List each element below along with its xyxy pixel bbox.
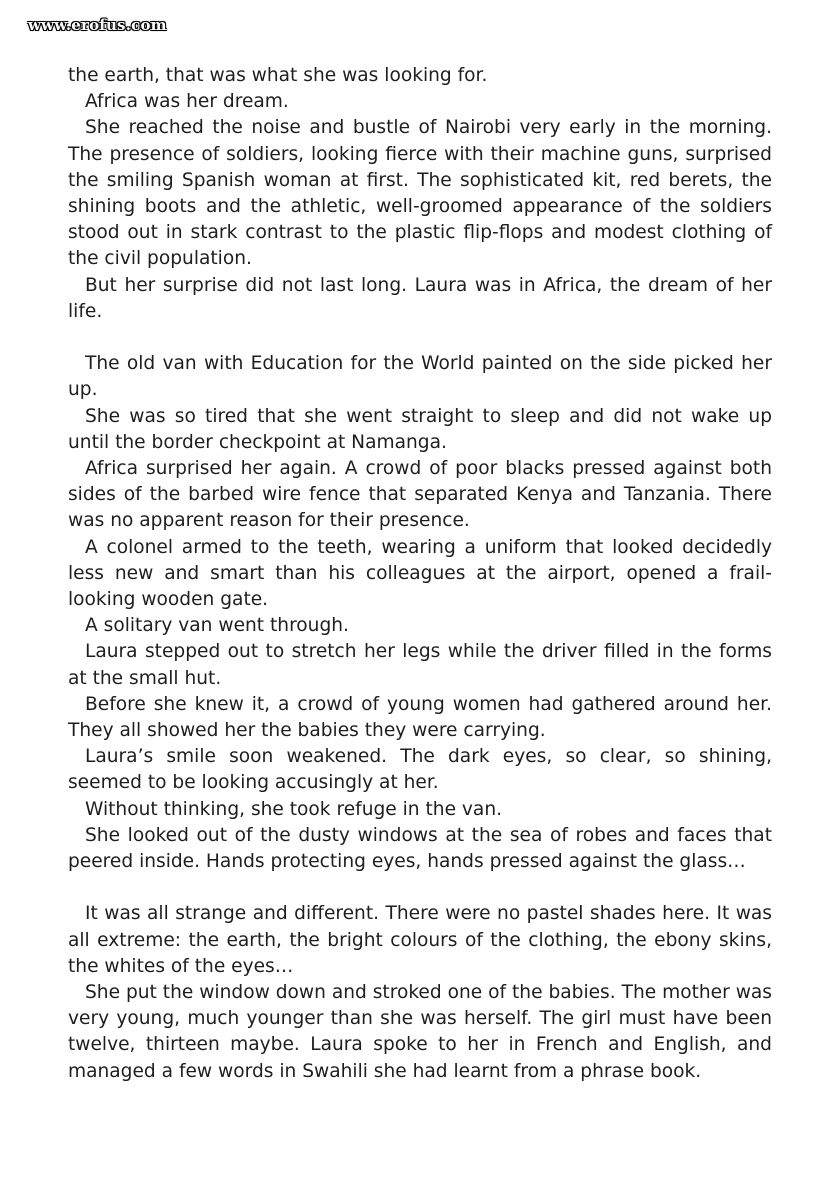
site-watermark: www.erofus.com bbox=[28, 16, 167, 34]
paragraph: Africa surprised her again. A crowd of poor blacks pressed against both sides of the barbed wire fence that separated Kenya and Tanzania. There was no apparent reason for their presence. bbox=[68, 458, 772, 532]
paragraph: Laura’s smile soon weakened. The dark eyes, so clear, so shining, seemed to be looking accusingly at her. bbox=[68, 746, 772, 794]
paragraph: She was so tired that she went straight to sleep and did not wake up until the border checkpoint at Namanga. bbox=[68, 405, 772, 453]
paragraph: She reached the noise and bustle of Nairobi very early in the morning. The presence of soldiers, looking fierce with their machine guns, surprised the smiling Spanish woman at first. The sophisticated kit, red berets, the shining boots and the athletic, well-groomed appearance of the soldiers stood out in stark contrast to the plastic flip-flops and modest clothing of the civil population. bbox=[68, 117, 772, 270]
paragraph: The old van with Education for the World painted on the side picked her up. bbox=[68, 353, 772, 401]
paragraph: Laura stepped out to stretch her legs while the driver filled in the forms at the small hut. bbox=[68, 641, 772, 689]
page-body-text bbox=[68, 63, 772, 1085]
paragraph: Africa was her dream. bbox=[85, 91, 289, 113]
paragraph: Without thinking, she took refuge in the van. bbox=[85, 798, 503, 820]
paragraph: the earth, that was what she was looking for. bbox=[68, 65, 488, 86]
paragraph: Before she knew it, a crowd of young women had gathered around her. They all showed her the babies they were carrying. bbox=[68, 693, 772, 742]
paragraph: She put the window down and stroked one of the babies. The mother was very young, much younger than she was herself. The girl must have been twelve, thirteen maybe. Laura spoke to her in French and English, and managed a few words in Swahili she had learnt from a phrase book. bbox=[68, 982, 772, 1082]
paragraph: A colonel armed to the teeth, wearing a uniform that looked decidedly less new and smart than his colleagues at the airport, opened a frail-looking wooden gate. bbox=[68, 536, 772, 611]
paragraph: It was all strange and different. There were no pastel shades here. It was all extreme: the earth, the bright colours of the clothing, the ebony skins, the whites of the eyes… bbox=[68, 903, 772, 977]
paragraph: She looked out of the dusty windows at the sea of robes and faces that peered inside. Hands protecting eyes, hands pressed against the glass… bbox=[68, 824, 772, 873]
paragraph: A solitary van went through. bbox=[85, 615, 349, 637]
paragraph: But her surprise did not last long. Laura was in Africa, the dream of her life. bbox=[68, 274, 772, 322]
